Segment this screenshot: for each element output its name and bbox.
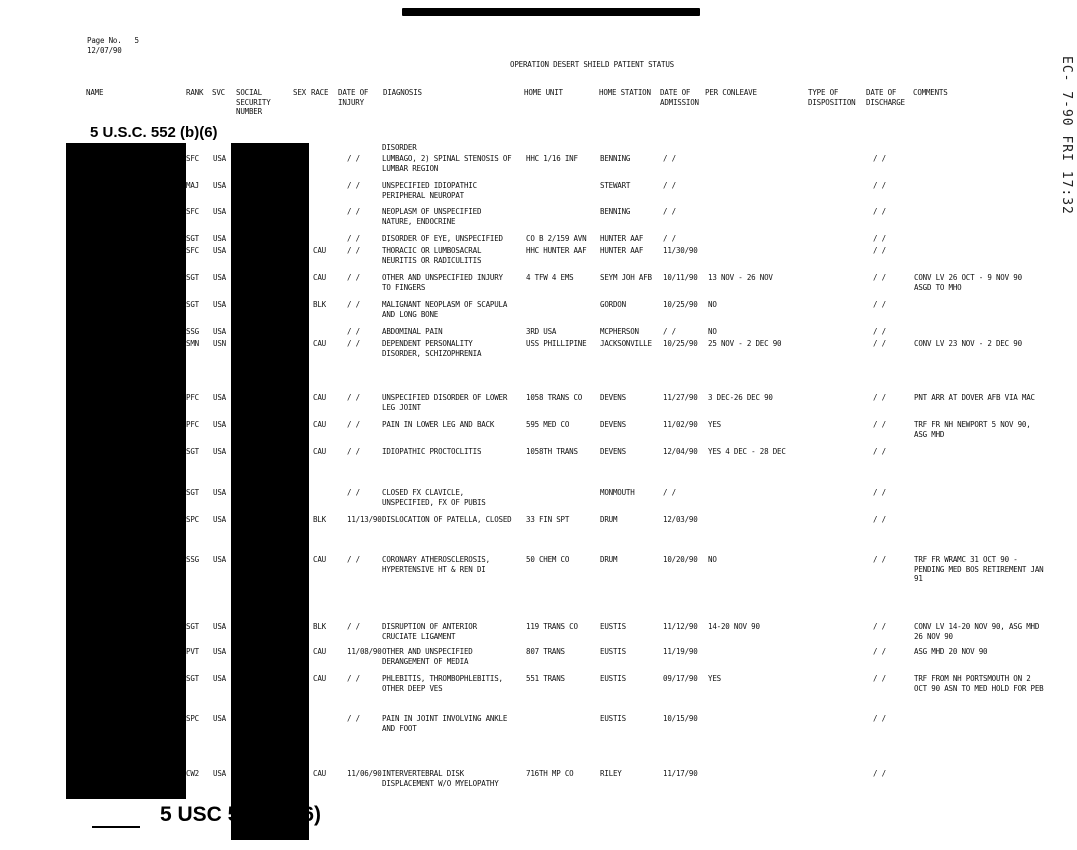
- cell-doi: / /: [347, 234, 360, 243]
- cell-svc: USA: [213, 327, 226, 336]
- cell-station: STEWART: [600, 181, 631, 190]
- exemption-label-top: 5 U.S.C. 552 (b)(6): [90, 124, 218, 141]
- cell-diagnosis: OTHER AND UNSPECIFIED DERANGEMENT OF MEDIA: [382, 647, 473, 666]
- cell-race: CAU: [313, 393, 326, 402]
- column-header-per-conleave: PER CONLEAVE: [705, 88, 757, 97]
- cell-station: SEYM JOH AFB: [600, 273, 652, 282]
- cell-unit: 50 CHEM CO: [526, 555, 570, 564]
- cell-station: DRUM: [600, 515, 618, 524]
- cell-svc: USA: [213, 393, 226, 402]
- cell-doi: / /: [347, 300, 360, 309]
- cell-svc: USA: [213, 555, 226, 564]
- cell-dod: / /: [873, 488, 886, 497]
- cell-station: JACKSONVILLE: [600, 339, 652, 348]
- column-header-dod: DATE OF DISCHARGE: [866, 88, 905, 107]
- cell-rank: SGT: [186, 674, 199, 683]
- cell-diagnosis: THORACIC OR LUMBOSACRAL NEURITIS OR RADICULITIS: [382, 246, 482, 265]
- cell-svc: USA: [213, 488, 226, 497]
- cell-doa: 10/20/90: [663, 555, 698, 564]
- cell-race: BLK: [313, 622, 326, 631]
- cell-doi: / /: [347, 339, 360, 348]
- cell-svc: USA: [213, 674, 226, 683]
- cell-dod: / /: [873, 393, 886, 402]
- cell-unit: CO B 2/159 AVN: [526, 234, 587, 243]
- cell-unit: 1058 TRANS CO: [526, 393, 583, 402]
- cell-doi: / /: [347, 674, 360, 683]
- cell-dod: / /: [873, 273, 886, 282]
- cell-doa: 11/02/90: [663, 420, 698, 429]
- cell-svc: USA: [213, 273, 226, 282]
- report-date: 12/07/90: [87, 46, 122, 55]
- cell-station: HUNTER AAF: [600, 246, 644, 255]
- cell-station: HUNTER AAF: [600, 234, 644, 243]
- cell-diagnosis: DISRUPTION OF ANTERIOR CRUCIATE LIGAMENT: [382, 622, 477, 641]
- cell-doi: / /: [347, 181, 360, 190]
- column-header-svc: SVC: [212, 88, 225, 97]
- cell-dod: / /: [873, 154, 886, 163]
- cell-comments: CONV LV 26 OCT - 9 NOV 90 ASGD TO MHO: [914, 273, 1022, 292]
- cell-station: DEVENS: [600, 393, 626, 402]
- cell-comments: TRF FR NH NEWPORT 5 NOV 90, ASG MHD: [914, 420, 1031, 439]
- cell-per: NO: [708, 300, 717, 309]
- cell-comments: PNT ARR AT DOVER AFB VIA MAC: [914, 393, 1035, 402]
- cell-per: NO: [708, 327, 717, 336]
- cell-rank: SGT: [186, 300, 199, 309]
- cell-per: 13 NOV - 26 NOV: [708, 273, 773, 282]
- column-header-home-unit: HOME UNIT: [524, 88, 563, 97]
- cell-unit: HHC 1/16 INF: [526, 154, 578, 163]
- cell-station: MONMOUTH: [600, 488, 635, 497]
- cell-per: YES: [708, 420, 721, 429]
- cell-svc: USN: [213, 339, 226, 348]
- cell-rank: SGT: [186, 273, 199, 282]
- cell-station: RILEY: [600, 769, 622, 778]
- cell-doa: / /: [663, 154, 676, 163]
- cell-rank: SFC: [186, 246, 199, 255]
- column-header-doi: DATE OF INJURY: [338, 88, 369, 107]
- cell-svc: USA: [213, 622, 226, 631]
- column-header-race: RACE: [311, 88, 329, 97]
- cell-doi: / /: [347, 488, 360, 497]
- cell-race: BLK: [313, 515, 326, 524]
- cell-doi: / /: [347, 154, 360, 163]
- cell-per: 14-20 NOV 90: [708, 622, 760, 631]
- cell-diagnosis: UNSPECIFIED IDIOPATHIC PERIPHERAL NEUROPAT: [382, 181, 477, 200]
- cell-doa: 12/03/90: [663, 515, 698, 524]
- cell-svc: USA: [213, 207, 226, 216]
- cell-race: CAU: [313, 339, 326, 348]
- page-number: Page No. 5: [87, 36, 139, 45]
- cell-race: CAU: [313, 246, 326, 255]
- cell-station: DEVENS: [600, 420, 626, 429]
- cell-race: CAU: [313, 647, 326, 656]
- cell-race: CAU: [313, 420, 326, 429]
- cell-per: YES 4 DEC - 28 DEC: [708, 447, 786, 456]
- cell-rank: SMN: [186, 339, 199, 348]
- column-header-doa: DATE OF ADMISSION: [660, 88, 699, 107]
- cell-diagnosis: DISLOCATION OF PATELLA, CLOSED: [382, 515, 512, 524]
- cell-doi: 11/06/90: [347, 769, 382, 778]
- cell-comments: TRF FROM NH PORTSMOUTH ON 2 OCT 90 ASN TO MED HOLD FOR PEB: [914, 674, 1044, 693]
- cell-diagnosis: LUMBAGO, 2) SPINAL STENOSIS OF LUMBAR REGION: [382, 154, 512, 173]
- cell-doa: 11/12/90: [663, 622, 698, 631]
- cell-doa: 12/04/90: [663, 447, 698, 456]
- cell-rank: SSG: [186, 555, 199, 564]
- cell-unit: 119 TRANS CO: [526, 622, 578, 631]
- cell-station: DEVENS: [600, 447, 626, 456]
- cell-rank: PFC: [186, 420, 199, 429]
- cell-doa: / /: [663, 234, 676, 243]
- cell-per: NO: [708, 555, 717, 564]
- cell-doi: / /: [347, 622, 360, 631]
- report-title: OPERATION DESERT SHIELD PATIENT STATUS: [510, 60, 674, 69]
- cell-unit: 595 MED CO: [526, 420, 570, 429]
- cell-doa: / /: [663, 488, 676, 497]
- cell-rank: MAJ: [186, 181, 199, 190]
- cell-dod: / /: [873, 515, 886, 524]
- cell-svc: USA: [213, 154, 226, 163]
- cell-doa: / /: [663, 207, 676, 216]
- cell-diagnosis: CLOSED FX CLAVICLE, UNSPECIFIED, FX OF PUBIS: [382, 488, 486, 507]
- cell-diagnosis: UNSPECIFIED DISORDER OF LOWER LEG JOINT: [382, 393, 508, 412]
- cell-doa: 11/30/90: [663, 246, 698, 255]
- cell-unit: 33 FIN SPT: [526, 515, 570, 524]
- column-header-ssn: SOCIAL SECURITY NUMBER: [236, 88, 271, 116]
- cell-doa: 10/25/90: [663, 339, 698, 348]
- cell-rank: PVT: [186, 647, 199, 656]
- redaction-block-ssn: [231, 143, 309, 840]
- cell-station: EUSTIS: [600, 647, 626, 656]
- cell-dod: / /: [873, 555, 886, 564]
- cell-svc: USA: [213, 515, 226, 524]
- cell-dod: / /: [873, 300, 886, 309]
- cell-rank: SGT: [186, 447, 199, 456]
- cell-station: DRUM: [600, 555, 618, 564]
- cell-station: MCPHERSON: [600, 327, 639, 336]
- cell-unit: HHC HUNTER AAF: [526, 246, 587, 255]
- cell-diagnosis: DEPENDENT PERSONALITY DISORDER, SCHIZOPHRENIA: [382, 339, 482, 358]
- cell-doi: / /: [347, 327, 360, 336]
- cell-diagnosis: OTHER AND UNSPECIFIED INJURY TO FINGERS: [382, 273, 503, 292]
- cell-doi: / /: [347, 393, 360, 402]
- cell-rank: CW2: [186, 769, 199, 778]
- cell-unit: 1058TH TRANS: [526, 447, 578, 456]
- column-header-rank: RANK: [186, 88, 204, 97]
- cell-station: EUSTIS: [600, 622, 626, 631]
- cell-diagnosis: IDIOPATHIC PROCTOCLITIS: [382, 447, 482, 456]
- cell-doa: / /: [663, 327, 676, 336]
- cell-race: CAU: [313, 273, 326, 282]
- cell-doi: / /: [347, 555, 360, 564]
- cell-svc: USA: [213, 647, 226, 656]
- cell-race: BLK: [313, 300, 326, 309]
- cell-doa: 11/27/90: [663, 393, 698, 402]
- exemption-label-bottom: 5 USC 552 (b)(6): [160, 803, 322, 826]
- cell-doa: / /: [663, 181, 676, 190]
- cell-doa: 11/19/90: [663, 647, 698, 656]
- cell-unit: 4 TFW 4 EMS: [526, 273, 574, 282]
- cell-doa: 10/15/90: [663, 714, 698, 723]
- cell-comments: CONV LV 14-20 NOV 90, ASG MHD 26 NOV 90: [914, 622, 1040, 641]
- cell-race: CAU: [313, 769, 326, 778]
- cell-unit: USS PHILLIPINE: [526, 339, 587, 348]
- cell-doa: 10/11/90: [663, 273, 698, 282]
- cell-dod: / /: [873, 769, 886, 778]
- cell-diagnosis: MALIGNANT NEOPLASM OF SCAPULA AND LONG BONE: [382, 300, 508, 319]
- cell-rank: PFC: [186, 393, 199, 402]
- cell-svc: USA: [213, 714, 226, 723]
- cell-dod: / /: [873, 234, 886, 243]
- cell-dod: / /: [873, 339, 886, 348]
- cell-doi: / /: [347, 420, 360, 429]
- cell-doa: 09/17/90: [663, 674, 698, 683]
- cell-doi: / /: [347, 714, 360, 723]
- cell-race: CAU: [313, 555, 326, 564]
- cell-doa: 10/25/90: [663, 300, 698, 309]
- cell-station: BENNING: [600, 207, 631, 216]
- bottom-rule: [92, 826, 140, 828]
- cell-svc: USA: [213, 420, 226, 429]
- cell-svc: USA: [213, 181, 226, 190]
- cell-diagnosis: PAIN IN JOINT INVOLVING ANKLE AND FOOT: [382, 714, 508, 733]
- cell-svc: USA: [213, 300, 226, 309]
- cell-dod: / /: [873, 420, 886, 429]
- cell-rank: SPC: [186, 515, 199, 524]
- cell-diagnosis: ABDOMINAL PAIN: [382, 327, 443, 336]
- cell-per: 3 DEC-26 DEC 90: [708, 393, 773, 402]
- cell-diagnosis: DISORDER OF EYE, UNSPECIFIED: [382, 234, 503, 243]
- redaction-block-name: [66, 143, 186, 799]
- cell-rank: SGT: [186, 488, 199, 497]
- cell-rank: SGT: [186, 234, 199, 243]
- cell-svc: USA: [213, 447, 226, 456]
- cell-comments: TRF FR WRAMC 31 OCT 90 - PENDING MED BOS RETIREMENT JAN 91: [914, 555, 1044, 583]
- cell-diagnosis: INTERVERTEBRAL DISK DISPLACEMENT W/O MYELOPATHY: [382, 769, 499, 788]
- cell-doi: / /: [347, 447, 360, 456]
- column-header-disposition: TYPE OF DISPOSITION: [808, 88, 856, 107]
- cell-doi: / /: [347, 273, 360, 282]
- cell-doi: 11/08/90: [347, 647, 382, 656]
- column-header-diagnosis: DIAGNOSIS: [383, 88, 422, 97]
- cell-dod: / /: [873, 181, 886, 190]
- cell-doa: 11/17/90: [663, 769, 698, 778]
- cell-unit: 807 TRANS: [526, 647, 565, 656]
- cell-unit: 716TH MP CO: [526, 769, 574, 778]
- cell-station: EUSTIS: [600, 674, 626, 683]
- cell-doi: / /: [347, 246, 360, 255]
- cell-race: CAU: [313, 447, 326, 456]
- cell-dod: / /: [873, 674, 886, 683]
- cell-station: EUSTIS: [600, 714, 626, 723]
- cell-dod: / /: [873, 246, 886, 255]
- cell-rank: SSG: [186, 327, 199, 336]
- scan-bar: [402, 8, 700, 16]
- cell-dod: / /: [873, 714, 886, 723]
- cell-dod: / /: [873, 647, 886, 656]
- column-header-home-station: HOME STATION: [599, 88, 651, 97]
- cell-race: CAU: [313, 674, 326, 683]
- fax-stamp: EC- 7-90 FRI 17:32: [1059, 56, 1074, 215]
- cell-unit: 551 TRANS: [526, 674, 565, 683]
- cell-per: 25 NOV - 2 DEC 90: [708, 339, 782, 348]
- cell-diagnosis: PAIN IN LOWER LEG AND BACK: [382, 420, 495, 429]
- cell-rank: SGT: [186, 622, 199, 631]
- cell-dod: / /: [873, 327, 886, 336]
- cell-doi: 11/13/90: [347, 515, 382, 524]
- cell-svc: USA: [213, 769, 226, 778]
- cell-svc: USA: [213, 246, 226, 255]
- cell-dod: / /: [873, 207, 886, 216]
- cell-doi: / /: [347, 207, 360, 216]
- cell-station: BENNING: [600, 154, 631, 163]
- cell-comments: ASG MHD 20 NOV 90: [914, 647, 988, 656]
- column-header-sex: SEX: [293, 88, 306, 97]
- cell-rank: SPC: [186, 714, 199, 723]
- cell-per: YES: [708, 674, 721, 683]
- cell-rank: SFC: [186, 154, 199, 163]
- cell-diagnosis: DISORDER: [382, 143, 417, 152]
- cell-diagnosis: CORONARY ATHEROSCLEROSIS, HYPERTENSIVE HT & REN DI: [382, 555, 490, 574]
- cell-dod: / /: [873, 622, 886, 631]
- column-header-name: NAME: [86, 88, 104, 97]
- column-header-comments: COMMENTS: [913, 88, 948, 97]
- cell-station: GORDON: [600, 300, 626, 309]
- cell-diagnosis: NEOPLASM OF UNSPECIFIED NATURE, ENDOCRINE: [382, 207, 482, 226]
- cell-rank: SFC: [186, 207, 199, 216]
- cell-dod: / /: [873, 447, 886, 456]
- cell-diagnosis: PHLEBITIS, THROMBOPHLEBITIS, OTHER DEEP VES: [382, 674, 503, 693]
- cell-svc: USA: [213, 234, 226, 243]
- cell-comments: CONV LV 23 NOV - 2 DEC 90: [914, 339, 1022, 348]
- cell-unit: 3RD USA: [526, 327, 557, 336]
